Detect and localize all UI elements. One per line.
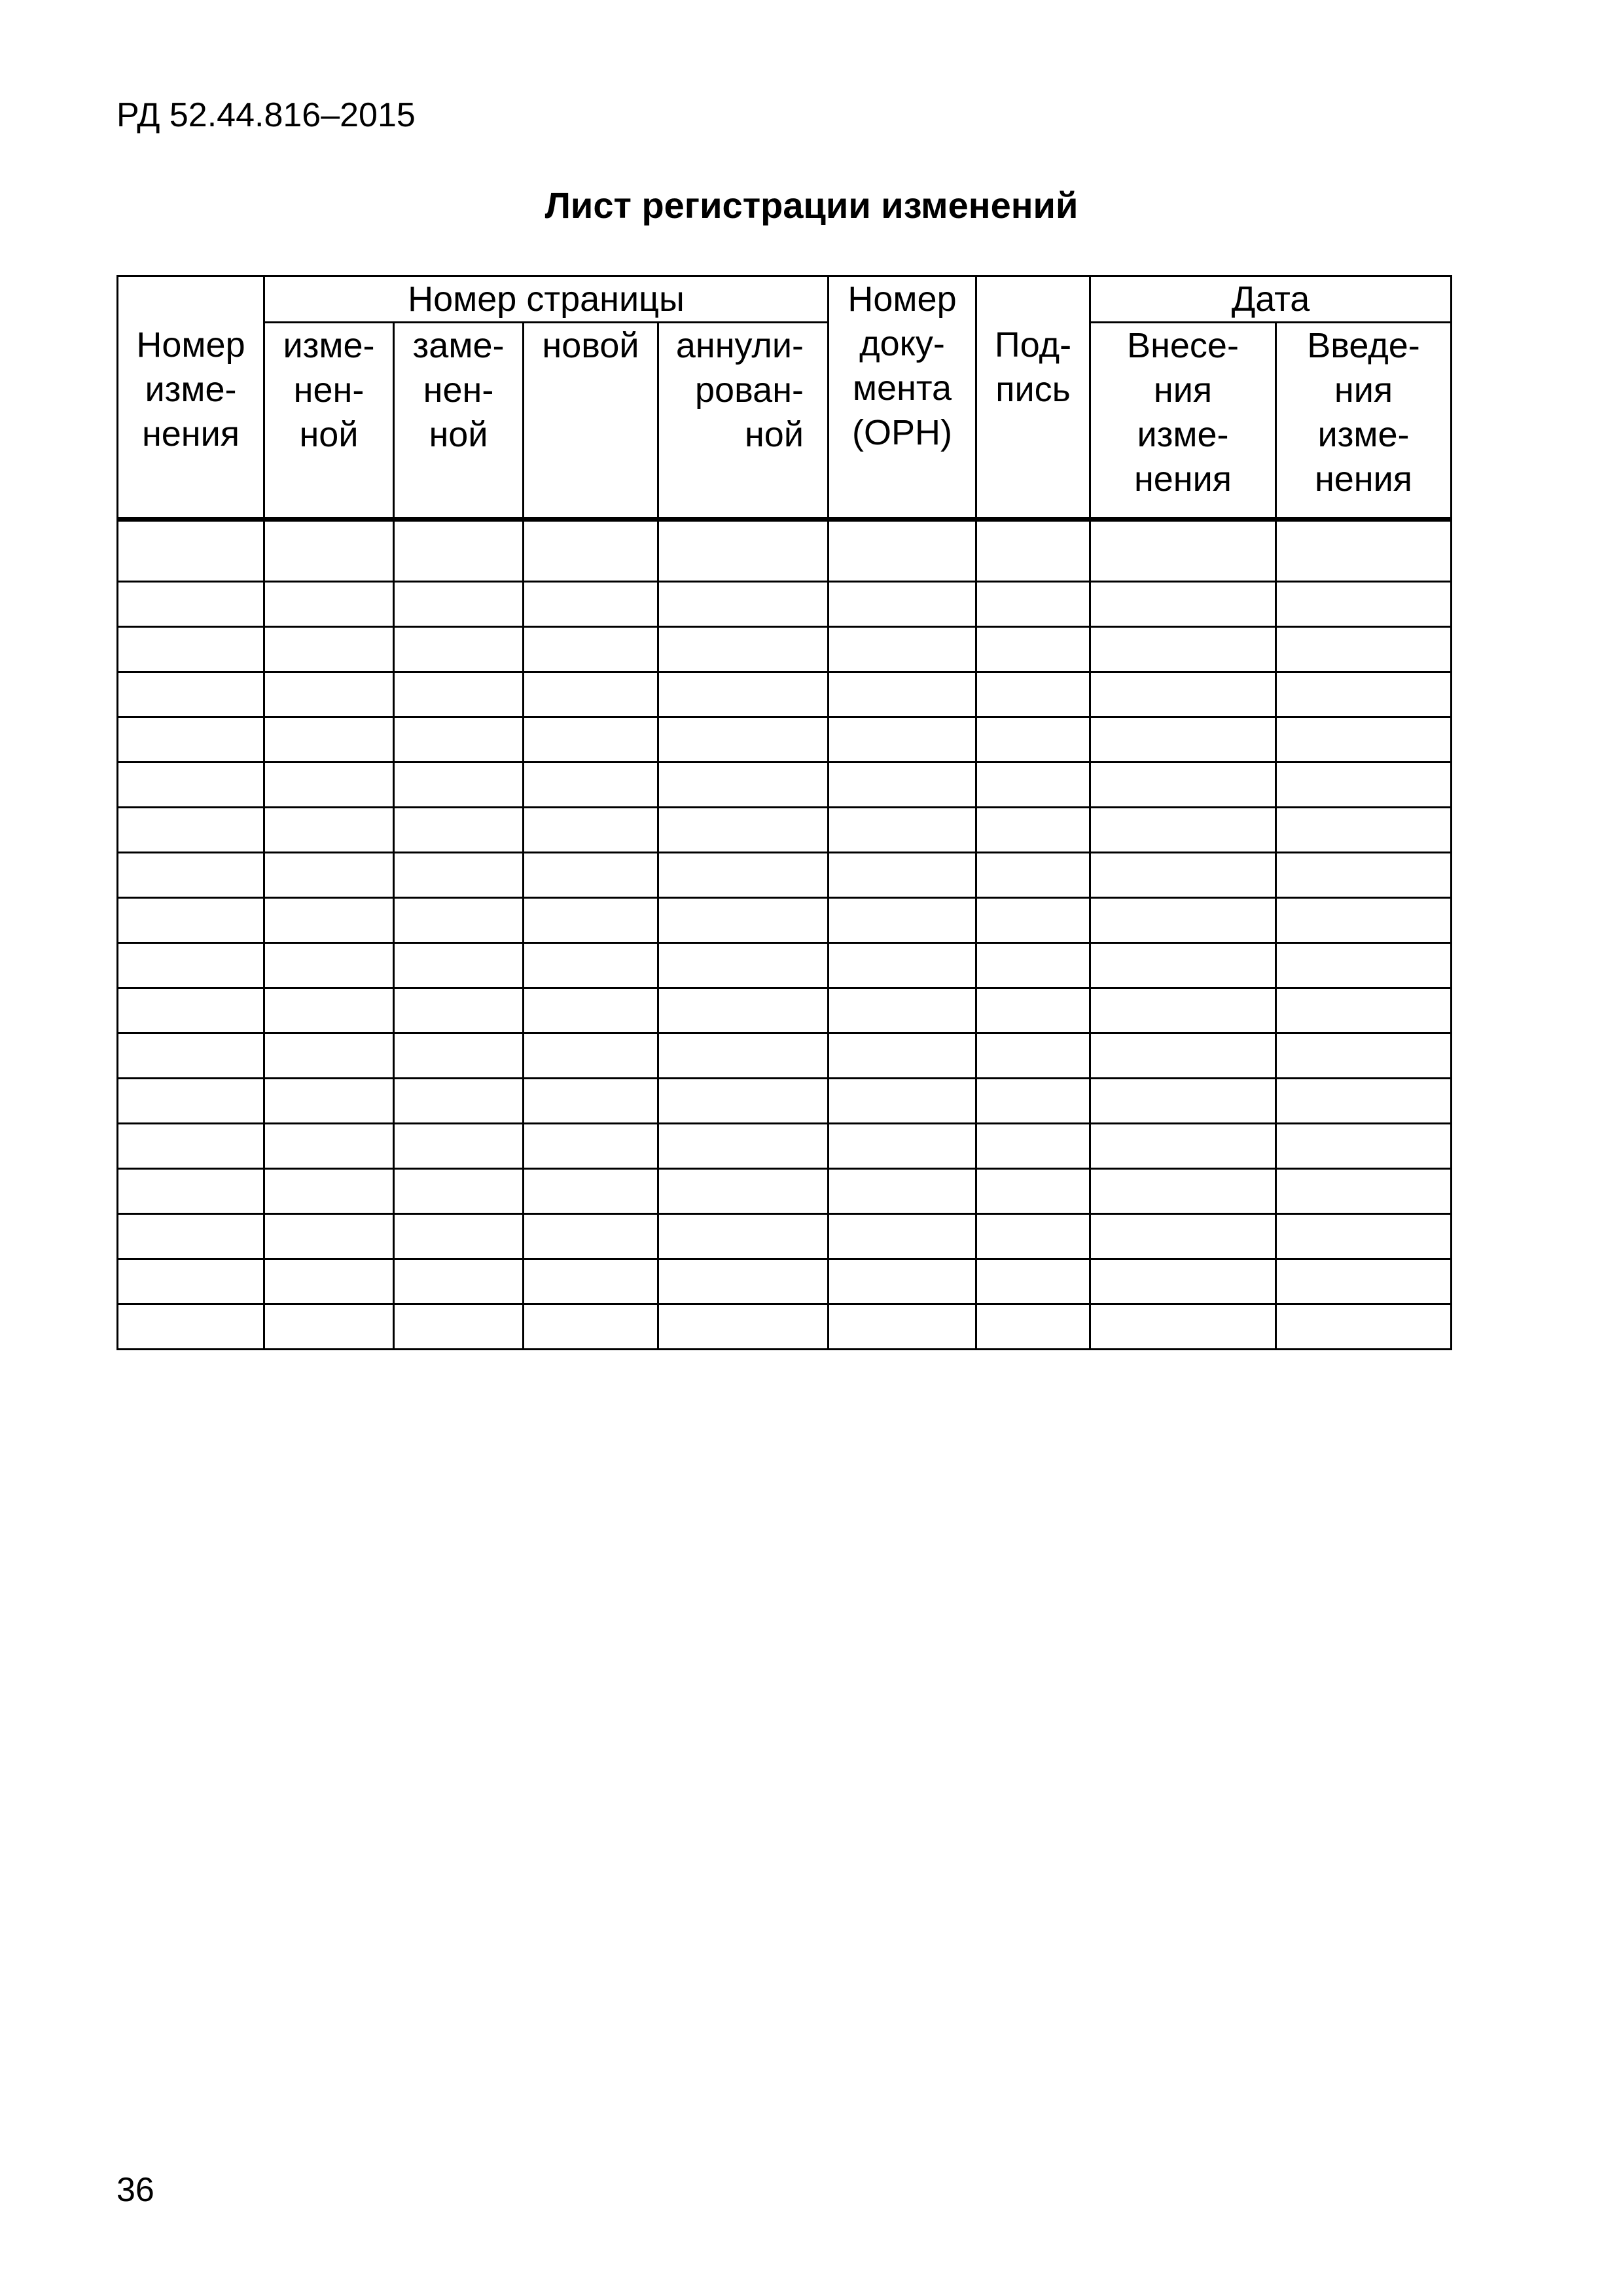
table-cell: [394, 1304, 524, 1350]
header-date-introduced: Введе- ния изме- нения: [1276, 323, 1452, 520]
table-cell: [658, 1033, 829, 1079]
table-cell: [394, 1079, 524, 1124]
table-cell: [264, 762, 394, 808]
table-row: [118, 1259, 1452, 1304]
table-cell: [118, 582, 264, 627]
table-cell: [976, 1033, 1090, 1079]
table-cell: [1090, 943, 1276, 988]
table-cell: [264, 808, 394, 853]
table-row: [118, 1079, 1452, 1124]
table-row: [118, 762, 1452, 808]
table-cell: [1276, 582, 1452, 627]
table-cell: [1276, 1079, 1452, 1124]
table-cell: [118, 988, 264, 1033]
table-cell: [394, 1124, 524, 1169]
table-row: [118, 1214, 1452, 1259]
table-cell: [658, 520, 829, 582]
table-cell: [1090, 672, 1276, 717]
table-cell: [1090, 717, 1276, 762]
table-cell: [394, 627, 524, 672]
table-cell: [976, 1214, 1090, 1259]
table-cell: [658, 853, 829, 898]
table-cell: [976, 672, 1090, 717]
table-cell: [829, 1124, 976, 1169]
table-cell: [1090, 808, 1276, 853]
table-cell: [118, 898, 264, 943]
table-cell: [1276, 1304, 1452, 1350]
header-signature: Под- пись: [976, 276, 1090, 520]
table-cell: [829, 762, 976, 808]
table-cell: [829, 1304, 976, 1350]
table-cell: [394, 717, 524, 762]
table-cell: [829, 988, 976, 1033]
table-cell: [264, 988, 394, 1033]
table-cell: [524, 1124, 658, 1169]
table-cell: [118, 808, 264, 853]
table-cell: [394, 1033, 524, 1079]
table-cell: [118, 672, 264, 717]
table-cell: [1276, 1214, 1452, 1259]
table-cell: [976, 1259, 1090, 1304]
table-cell: [118, 1259, 264, 1304]
header-document-number: Номер доку- мента (ОРН): [829, 276, 976, 520]
table-cell: [1276, 762, 1452, 808]
table-cell: [524, 988, 658, 1033]
table-cell: [976, 717, 1090, 762]
table-cell: [976, 808, 1090, 853]
header-annulled-page: аннули- рован- ной: [658, 323, 829, 520]
table-cell: [1090, 520, 1276, 582]
table-cell: [1090, 1214, 1276, 1259]
table-cell: [658, 1169, 829, 1214]
table-cell: [394, 582, 524, 627]
table-cell: [976, 898, 1090, 943]
header-date-group: Дата: [1090, 276, 1452, 323]
page-number: 36: [116, 2171, 154, 2209]
table-cell: [1276, 1124, 1452, 1169]
table-cell: [264, 582, 394, 627]
table-cell: [1276, 717, 1452, 762]
table-cell: [118, 762, 264, 808]
table-cell: [524, 520, 658, 582]
table-cell: [264, 1259, 394, 1304]
table-cell: [658, 672, 829, 717]
table-cell: [394, 1169, 524, 1214]
table-cell: [118, 717, 264, 762]
table-cell: [829, 1033, 976, 1079]
table-cell: [829, 1259, 976, 1304]
table-cell: [1276, 1169, 1452, 1214]
table-cell: [264, 520, 394, 582]
table-cell: [118, 1304, 264, 1350]
table-cell: [829, 1169, 976, 1214]
table-cell: [524, 762, 658, 808]
table-cell: [118, 627, 264, 672]
table-cell: [658, 1304, 829, 1350]
table-cell: [1276, 853, 1452, 898]
table-cell: [118, 1033, 264, 1079]
table-cell: [1090, 1304, 1276, 1350]
table-cell: [829, 1214, 976, 1259]
table-cell: [829, 853, 976, 898]
table-cell: [976, 1169, 1090, 1214]
table-cell: [394, 1214, 524, 1259]
table-cell: [976, 1079, 1090, 1124]
table-row: [118, 627, 1452, 672]
table-cell: [524, 943, 658, 988]
header-replaced-page: заме- нен- ной: [394, 323, 524, 520]
table-cell: [264, 627, 394, 672]
table-cell: [658, 808, 829, 853]
table-cell: [1090, 1259, 1276, 1304]
table-cell: [264, 1304, 394, 1350]
table-cell: [658, 627, 829, 672]
table-cell: [658, 717, 829, 762]
table-cell: [394, 943, 524, 988]
table-row: [118, 717, 1452, 762]
table-cell: [264, 717, 394, 762]
table-cell: [394, 672, 524, 717]
table-row: [118, 853, 1452, 898]
table-cell: [394, 808, 524, 853]
table-cell: [1276, 898, 1452, 943]
table-row: [118, 1304, 1452, 1350]
document-code: РД 52.44.816–2015: [116, 96, 416, 134]
header-changed-page: изме- нен- ной: [264, 323, 394, 520]
table-cell: [1090, 582, 1276, 627]
table-cell: [118, 853, 264, 898]
table-row: [118, 943, 1452, 988]
table-cell: [1276, 943, 1452, 988]
table-cell: [1090, 988, 1276, 1033]
table-cell: [658, 1259, 829, 1304]
table-cell: [394, 762, 524, 808]
table-row: [118, 1124, 1452, 1169]
table-cell: [1276, 1033, 1452, 1079]
table-cell: [829, 898, 976, 943]
table-cell: [976, 1124, 1090, 1169]
table-cell: [658, 1079, 829, 1124]
table-cell: [394, 988, 524, 1033]
table-cell: [829, 582, 976, 627]
table-cell: [118, 1124, 264, 1169]
table-cell: [658, 898, 829, 943]
table-cell: [1090, 627, 1276, 672]
table-cell: [829, 520, 976, 582]
table-cell: [658, 582, 829, 627]
table-cell: [1276, 808, 1452, 853]
table-cell: [264, 1214, 394, 1259]
table-row: [118, 672, 1452, 717]
table-cell: [658, 988, 829, 1033]
table-cell: [118, 1214, 264, 1259]
table-cell: [394, 1259, 524, 1304]
table-cell: [524, 717, 658, 762]
table-cell: [1276, 627, 1452, 672]
table-cell: [829, 627, 976, 672]
table-cell: [1276, 520, 1452, 582]
table-row: [118, 988, 1452, 1033]
table-cell: [118, 520, 264, 582]
table-cell: [976, 582, 1090, 627]
header-new-page: новой: [524, 323, 658, 520]
table-cell: [1090, 1079, 1276, 1124]
table-cell: [118, 1169, 264, 1214]
table-cell: [976, 520, 1090, 582]
table-cell: [829, 672, 976, 717]
table-cell: [394, 898, 524, 943]
table-cell: [264, 1033, 394, 1079]
table-cell: [524, 627, 658, 672]
table-cell: [524, 1214, 658, 1259]
table-cell: [976, 1304, 1090, 1350]
table-cell: [524, 1259, 658, 1304]
table-cell: [524, 1169, 658, 1214]
table-cell: [1276, 988, 1452, 1033]
table-cell: [264, 1079, 394, 1124]
table-cell: [658, 1124, 829, 1169]
change-registration-table: [116, 275, 1452, 1350]
table-cell: [394, 853, 524, 898]
table-cell: [658, 943, 829, 988]
table-cell: [118, 1079, 264, 1124]
table-cell: [1276, 1259, 1452, 1304]
table-cell: [1090, 853, 1276, 898]
table-cell: [524, 582, 658, 627]
table-cell: [524, 1304, 658, 1350]
table-cell: [1090, 1169, 1276, 1214]
table-cell: [976, 943, 1090, 988]
page-title: Лист регистрации изменений: [544, 185, 1079, 226]
table-row: [118, 808, 1452, 853]
table-cell: [524, 672, 658, 717]
table-row: [118, 1033, 1452, 1079]
table-cell: [976, 762, 1090, 808]
table-cell: [264, 943, 394, 988]
header-date-entered: Внесе- ния изме- нения: [1090, 323, 1276, 520]
header-page-number-group: Номер страницы: [264, 276, 829, 323]
table-row: [118, 898, 1452, 943]
table-cell: [264, 672, 394, 717]
table-cell: [829, 943, 976, 988]
table-cell: [524, 1079, 658, 1124]
table-cell: [264, 898, 394, 943]
table-cell: [394, 520, 524, 582]
table-cell: [264, 853, 394, 898]
table-cell: [524, 1033, 658, 1079]
table-row: [118, 582, 1452, 627]
table-body: [118, 520, 1452, 1350]
table-cell: [1090, 762, 1276, 808]
table-cell: [829, 717, 976, 762]
table-cell: [658, 762, 829, 808]
header-change-number: Номер изме- нения: [118, 276, 264, 520]
table-cell: [829, 808, 976, 853]
table-cell: [1090, 1033, 1276, 1079]
table-cell: [264, 1124, 394, 1169]
table-cell: [1090, 898, 1276, 943]
table-cell: [976, 627, 1090, 672]
table-cell: [1090, 1124, 1276, 1169]
table-cell: [264, 1169, 394, 1214]
table-row: [118, 520, 1452, 582]
table-cell: [118, 943, 264, 988]
table-cell: [1276, 672, 1452, 717]
table-cell: [976, 853, 1090, 898]
table-cell: [658, 1214, 829, 1259]
table-cell: [829, 1079, 976, 1124]
table-row: [118, 1169, 1452, 1214]
table-cell: [524, 898, 658, 943]
table-cell: [524, 853, 658, 898]
table-cell: [524, 808, 658, 853]
table-cell: [976, 988, 1090, 1033]
